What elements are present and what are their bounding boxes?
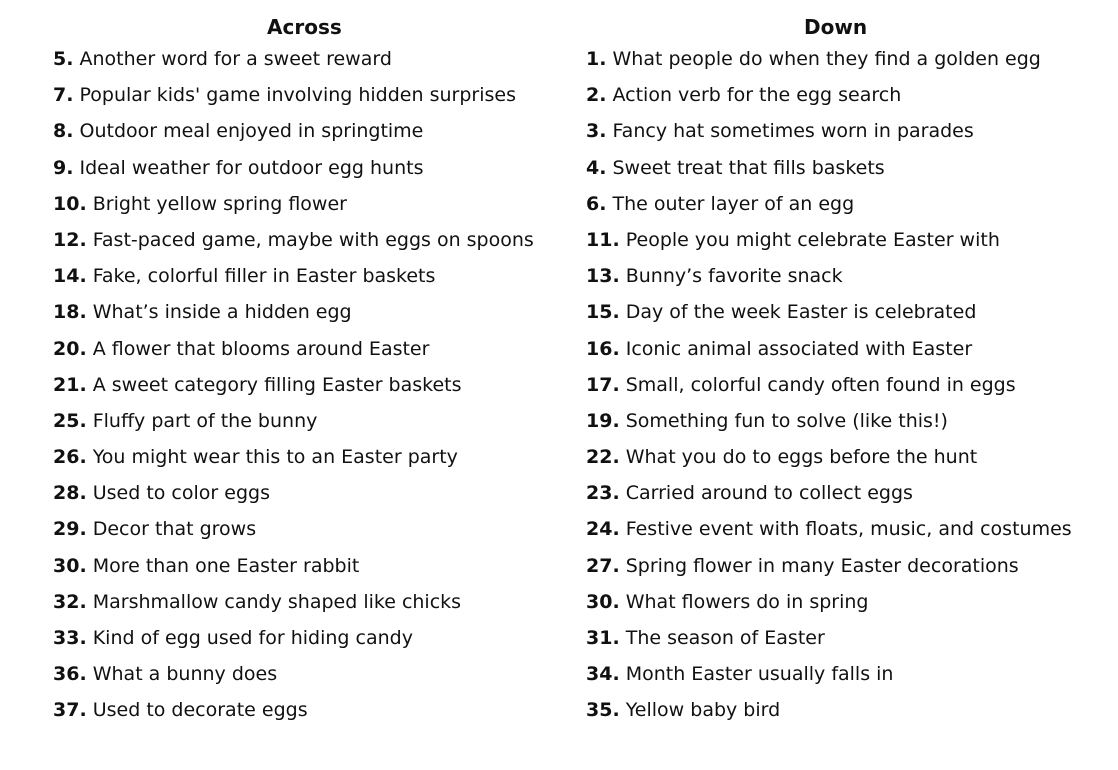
across-clue	[53, 229, 578, 251]
clue-number: 29.	[53, 518, 87, 541]
clue-number: 9.	[53, 156, 74, 179]
clue-text: Bright yellow spring flower	[92, 192, 347, 215]
across-clue	[53, 591, 578, 613]
across-clue	[53, 157, 578, 179]
down-clue	[586, 265, 1086, 287]
down-clue	[586, 591, 1086, 613]
down-clue	[586, 120, 1086, 142]
clue-text: Sweet treat that fills baskets	[612, 156, 885, 179]
clue-text: Used to decorate eggs	[92, 699, 308, 722]
clue-number: 27.	[586, 554, 620, 577]
clue-number: 4.	[586, 156, 607, 179]
clue-number: 12.	[53, 228, 87, 251]
clue-text: Outdoor meal enjoyed in springtime	[79, 120, 424, 143]
clue-number: 30.	[586, 590, 620, 613]
down-clue	[586, 48, 1086, 70]
down-clue	[586, 627, 1086, 649]
clue-number: 6.	[586, 192, 607, 215]
clue-number: 21.	[53, 373, 87, 396]
down-clue	[586, 229, 1086, 251]
clue-number: 17.	[586, 373, 620, 396]
clue-text: Fast-paced game, maybe with eggs on spoons	[92, 228, 534, 251]
clue-text: Decor that grows	[92, 518, 257, 541]
clue-text: Popular kids' game involving hidden surprises	[79, 84, 516, 107]
down-column	[586, 14, 1086, 736]
down-clue	[586, 446, 1086, 468]
down-clue	[586, 157, 1086, 179]
clue-number: 35.	[586, 699, 620, 722]
clue-number: 2.	[586, 84, 607, 107]
clue-text: Marshmallow candy shaped like chicks	[92, 590, 462, 613]
clue-number: 18.	[53, 301, 87, 324]
down-heading: Down	[804, 15, 868, 39]
clue-number: 13.	[586, 265, 620, 288]
clue-number: 16.	[586, 337, 620, 360]
clue-number: 24.	[586, 518, 620, 541]
clue-number: 37.	[53, 699, 87, 722]
clue-text: Carried around to collect eggs	[625, 482, 913, 505]
clue-number: 22.	[586, 446, 620, 469]
across-clue	[53, 48, 578, 70]
clue-number: 11.	[586, 228, 620, 251]
clue-number: 1.	[586, 48, 607, 70]
clue-text: Bunny’s favorite snack	[625, 265, 843, 288]
clue-text: People you might celebrate Easter with	[625, 228, 1000, 251]
across-clue	[53, 699, 578, 721]
clue-number: 7.	[53, 84, 74, 107]
across-clue	[53, 518, 578, 540]
clue-text: The season of Easter	[625, 627, 825, 649]
down-clue	[586, 193, 1086, 215]
across-clue	[53, 265, 578, 287]
clue-text: Spring flower in many Easter decorations	[625, 554, 1019, 577]
clue-text: Small, colorful candy often found in eggs	[625, 373, 1016, 396]
clue-number: 10.	[53, 192, 87, 215]
clue-number: 32.	[53, 590, 87, 613]
across-clue	[53, 193, 578, 215]
across-clue	[53, 410, 578, 432]
across-clue	[53, 338, 578, 360]
clue-text: What you do to eggs before the hunt	[625, 446, 978, 469]
clue-text: Festive event with floats, music, and costumes	[625, 518, 1072, 541]
clue-number: 26.	[53, 446, 87, 469]
across-clue	[53, 301, 578, 323]
clue-text: What people do when they find a golden egg	[612, 48, 1041, 70]
down-clue	[586, 699, 1086, 721]
down-clue	[586, 84, 1086, 106]
clue-number: 15.	[586, 301, 620, 324]
clue-text: What flowers do in spring	[625, 590, 869, 613]
clue-text: More than one Easter rabbit	[92, 554, 360, 577]
down-clue	[586, 555, 1086, 577]
clue-number: 14.	[53, 265, 87, 288]
clue-number: 33.	[53, 627, 87, 649]
across-clue	[53, 482, 578, 504]
clue-number: 30.	[53, 554, 87, 577]
down-clue	[586, 338, 1086, 360]
across-clue	[53, 446, 578, 468]
down-clue	[586, 374, 1086, 396]
clue-number: 34.	[586, 663, 620, 686]
down-clue	[586, 301, 1086, 323]
clue-text: Month Easter usually falls in	[625, 663, 894, 686]
clue-text: Ideal weather for outdoor egg hunts	[79, 156, 424, 179]
clue-text: What’s inside a hidden egg	[92, 301, 352, 324]
across-clue	[53, 120, 578, 142]
clue-text: Day of the week Easter is celebrated	[625, 301, 977, 324]
across-clue	[53, 663, 578, 685]
clue-text: Yellow baby bird	[625, 699, 781, 722]
clue-number: 20.	[53, 337, 87, 360]
clue-number: 3.	[586, 120, 607, 143]
clue-text: A sweet category filling Easter baskets	[92, 373, 462, 396]
across-clue	[53, 84, 578, 106]
across-clue	[53, 627, 578, 649]
down-clue	[586, 663, 1086, 685]
clue-text: Something fun to solve (like this!)	[625, 409, 948, 432]
down-clue	[586, 482, 1086, 504]
across-heading: Across	[267, 15, 342, 39]
across-column	[53, 14, 578, 736]
clue-text: Iconic animal associated with Easter	[625, 337, 973, 360]
clue-number: 23.	[586, 482, 620, 505]
clue-text: You might wear this to an Easter party	[92, 446, 458, 469]
down-clue	[586, 518, 1086, 540]
clue-number: 19.	[586, 409, 620, 432]
down-clue	[586, 410, 1086, 432]
clue-number: 28.	[53, 482, 87, 505]
clue-number: 8.	[53, 120, 74, 143]
clue-text: What a bunny does	[92, 663, 278, 686]
clue-text: Kind of egg used for hiding candy	[92, 627, 413, 649]
clue-text: Used to color eggs	[92, 482, 270, 505]
clue-number: 36.	[53, 663, 87, 686]
clue-number: 5.	[53, 48, 74, 70]
clue-text: Fake, colorful filler in Easter baskets	[92, 265, 436, 288]
across-clue	[53, 555, 578, 577]
clue-number: 31.	[586, 627, 620, 649]
clue-text: Another word for a sweet reward	[79, 48, 392, 70]
clue-number: 25.	[53, 409, 87, 432]
clue-text: A flower that blooms around Easter	[92, 337, 430, 360]
clue-text: The outer layer of an egg	[612, 192, 855, 215]
across-clue	[53, 374, 578, 396]
clue-text: Fluffy part of the bunny	[92, 409, 318, 432]
clue-text: Fancy hat sometimes worn in parades	[612, 120, 974, 143]
clue-text: Action verb for the egg search	[612, 84, 902, 107]
